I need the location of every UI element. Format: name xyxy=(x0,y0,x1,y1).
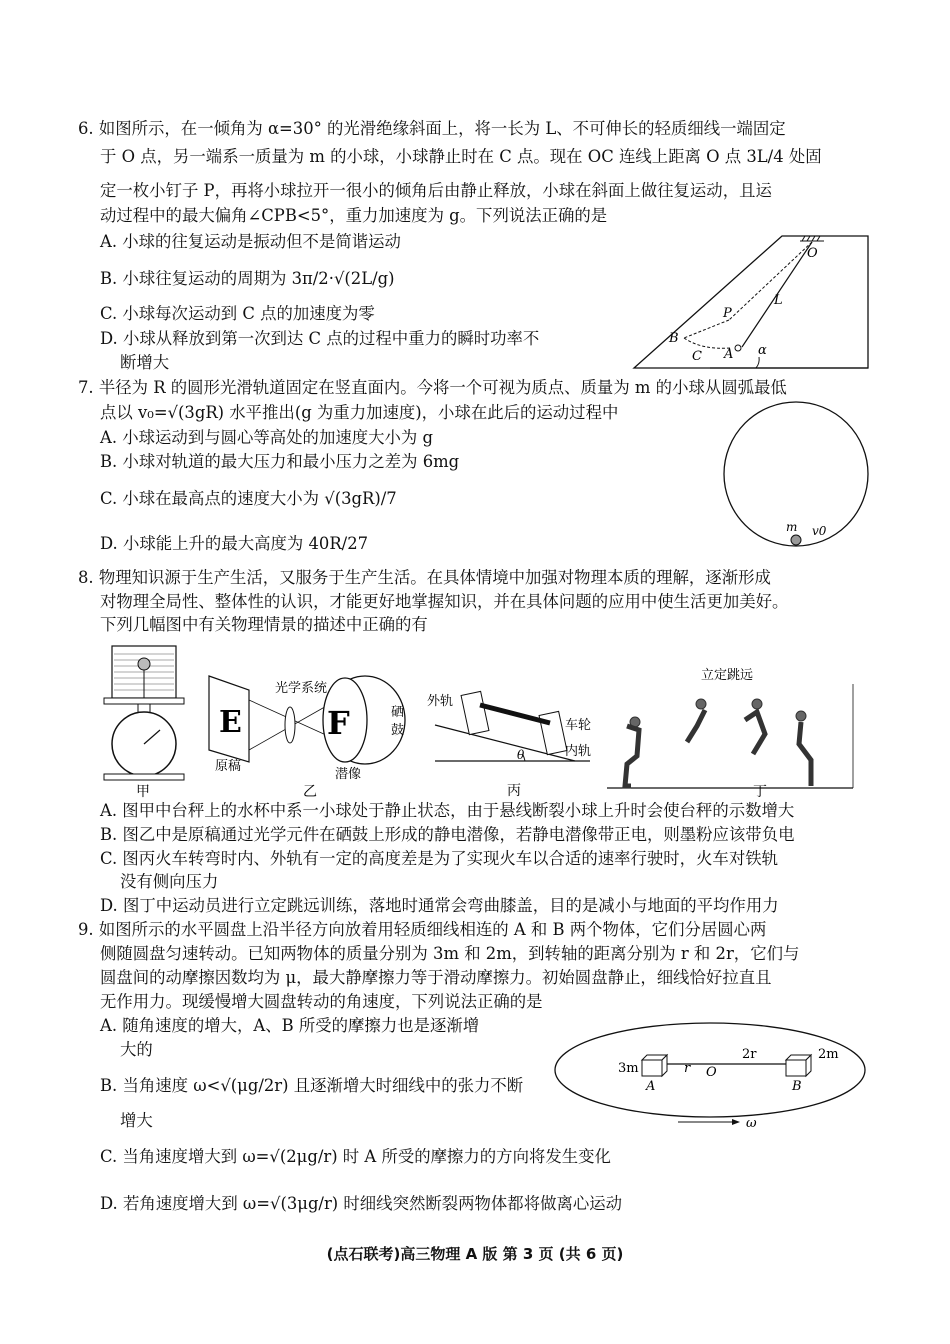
q9-label-o: O xyxy=(706,1065,717,1080)
bing-label-theta: θ xyxy=(517,748,525,762)
bing-label-outer: 外轨 xyxy=(427,694,454,709)
q9-label-b: B xyxy=(792,1079,802,1094)
q8-line-2: 对物理全局性、整体性的认识，才能更好地掌握知识，并在具体问题的应用中使生活更加美好。 xyxy=(100,592,789,611)
q9-label-a: A xyxy=(646,1079,656,1094)
q9-line-3: 圆盘间的动摩擦因数均为 μ，最大静摩擦力等于滑动摩擦力。初始圆盘静止，细线恰好拉直且 xyxy=(100,968,772,987)
q6-label-a: A xyxy=(724,347,734,362)
caption-jia: 甲 xyxy=(136,784,150,800)
q7-label-m: m xyxy=(786,520,798,534)
q8-option-c-cont: 没有侧向压力 xyxy=(120,872,219,891)
q7-label-v0: v0 xyxy=(812,524,827,538)
q6-option-d: D. 小球从释放到第一次到达 C 点的过程中重力的瞬时功率不 xyxy=(100,329,540,348)
q6-line-1: 6. 如图所示，在一倾角为 α=30° 的光滑绝缘斜面上，将一长为 L、不可伸长的轻质细线一端固定 xyxy=(78,119,786,138)
yi-label-gu: 鼓 xyxy=(391,723,405,738)
q6-label-p: P xyxy=(723,306,732,321)
yi-label-original: 原稿 xyxy=(215,759,242,774)
q6-line-2: 于 O 点，另一端系一质量为 m 的小球，小球静止时在 C 点。现在 OC 连线上距离 O 点 3L/4 处固 xyxy=(100,147,822,166)
q9-label-2m: 2m xyxy=(818,1047,839,1062)
q6-option-c: C. 小球每次运动到 C 点的加速度为零 xyxy=(100,304,375,323)
q7-option-a: A. 小球运动到与圆心等高处的加速度大小为 g xyxy=(100,428,433,447)
q6-incline-figure xyxy=(632,230,872,370)
ding-label-title: 立定跳远 xyxy=(701,668,754,683)
q6-label-b: B xyxy=(669,331,679,346)
q9-label-omega: ω xyxy=(746,1116,757,1130)
panel-yi-copier xyxy=(205,670,420,800)
panel-jia-scale xyxy=(100,640,190,800)
q6-label-c: C xyxy=(692,349,702,364)
q9-option-c: C. 当角速度增大到 ω=√(2μg/r) 时 A 所受的摩擦力的方向将发生变化 xyxy=(100,1147,611,1166)
q6-label-o: O xyxy=(807,246,818,261)
q9-option-a: A. 随角速度的增大，A、B 所受的摩擦力也是逐渐增 xyxy=(100,1016,480,1035)
q9-label-3m: 3m xyxy=(618,1061,639,1076)
q8-option-a: A. 图甲中台秤上的水杯中系一小球处于静止状态，由于悬线断裂小球上升时会使台秤的示数增大 xyxy=(100,801,795,820)
q9-label-r: r xyxy=(684,1061,691,1076)
q8-line-1: 8. 物理知识源于生产生活，又服务于生产生活。在具体情境中加强对物理本质的理解，逐渐形成 xyxy=(78,568,771,587)
q7-line-1: 7. 半径为 R 的圆形光滑轨道固定在竖直面内。今将一个可视为质点、质量为 m 的小球从圆弧最低 xyxy=(78,378,787,397)
q7-circle-figure xyxy=(722,400,872,550)
q9-line-1: 9. 如图所示的水平圆盘上沿半径方向放着用轻质细线相连的 A 和 B 两个物体，它们分居圆心两 xyxy=(78,920,767,939)
bing-label-inner: 内轨 xyxy=(565,744,592,759)
q6-option-b: B. 小球往复运动的周期为 3π/2·√(2L/g) xyxy=(100,269,395,288)
q6-label-alpha: α xyxy=(758,343,767,358)
q6-option-a: A. 小球的往复运动是振动但不是简谐运动 xyxy=(100,232,401,251)
q9-disc-figure xyxy=(552,1020,870,1130)
q7-option-b: B. 小球对轨道的最大压力和最小压力之差为 6mg xyxy=(100,452,460,471)
q8-option-d: D. 图丁中运动员进行立定跳远训练，落地时通常会弯曲膝盖，目的是减小与地面的平均作用力 xyxy=(100,896,779,915)
caption-bing: 丙 xyxy=(507,783,521,799)
yi-label-xi: 硒 xyxy=(391,705,405,720)
q9-option-d: D. 若角速度增大到 ω=√(3μg/r) 时细线突然断裂两物体都将做离心运动 xyxy=(100,1194,623,1213)
q6-label-l: L xyxy=(774,293,783,308)
svg-text:E: E xyxy=(219,705,242,740)
svg-text:F: F xyxy=(327,704,350,742)
q6-option-d-cont: 断增大 xyxy=(120,353,170,372)
q8-option-c: C. 图丙火车转弯时内、外轨有一定的高度差是为了实现火车以合适的速率行驶时，火车对铁轨 xyxy=(100,849,778,868)
bing-label-wheel: 车轮 xyxy=(565,718,592,733)
yi-label-latent: 潜像 xyxy=(335,767,362,782)
q6-line-3: 定一枚小钉子 P，再将小球拉开一很小的倾角后由静止释放，小球在斜面上做往复运动，且运 xyxy=(100,181,772,200)
q9-option-b-cont: 增大 xyxy=(120,1111,153,1130)
q7-option-c: C. 小球在最高点的速度大小为 √(3gR)/7 xyxy=(100,489,397,508)
q9-option-a-cont: 大的 xyxy=(120,1040,153,1059)
q6-line-4: 动过程中的最大偏角∠CPB<5°，重力加速度为 g。下列说法正确的是 xyxy=(100,206,608,225)
q7-option-d: D. 小球能上升的最大高度为 40R/27 xyxy=(100,534,369,553)
q9-line-4: 无作用力。现缓慢增大圆盘转动的角速度，下列说法正确的是 xyxy=(100,992,543,1011)
panel-ding-longjump xyxy=(605,660,855,800)
q8-line-3: 下列几幅图中有关物理情景的描述中正确的有 xyxy=(100,615,428,634)
caption-ding: 丁 xyxy=(753,784,767,800)
q7-line-2: 点以 v₀=√(3gR) 水平推出(g 为重力加速度)，小球在此后的运动过程中 xyxy=(100,403,619,422)
q9-label-2r: 2r xyxy=(742,1047,757,1062)
page-footer: (点石联考)高三物理 A 版 第 3 页 (共 6 页) xyxy=(326,1245,624,1263)
q9-option-b: B. 当角速度 ω<√(μg/2r) 且逐渐增大时细线中的张力不断 xyxy=(100,1076,524,1095)
panel-bing-rails xyxy=(425,675,595,800)
caption-yi: 乙 xyxy=(303,784,317,800)
q8-option-b: B. 图乙中是原稿通过光学元件在硒鼓上形成的静电潜像，若静电潜像带正电，则墨粉应该带负电 xyxy=(100,825,795,844)
yi-label-optics: 光学系统 xyxy=(275,681,328,696)
q9-line-2: 侧随圆盘匀速转动。已知两物体的质量分别为 3m 和 2m，到转轴的距离分别为 r 和 2r，它们与 xyxy=(100,944,800,963)
